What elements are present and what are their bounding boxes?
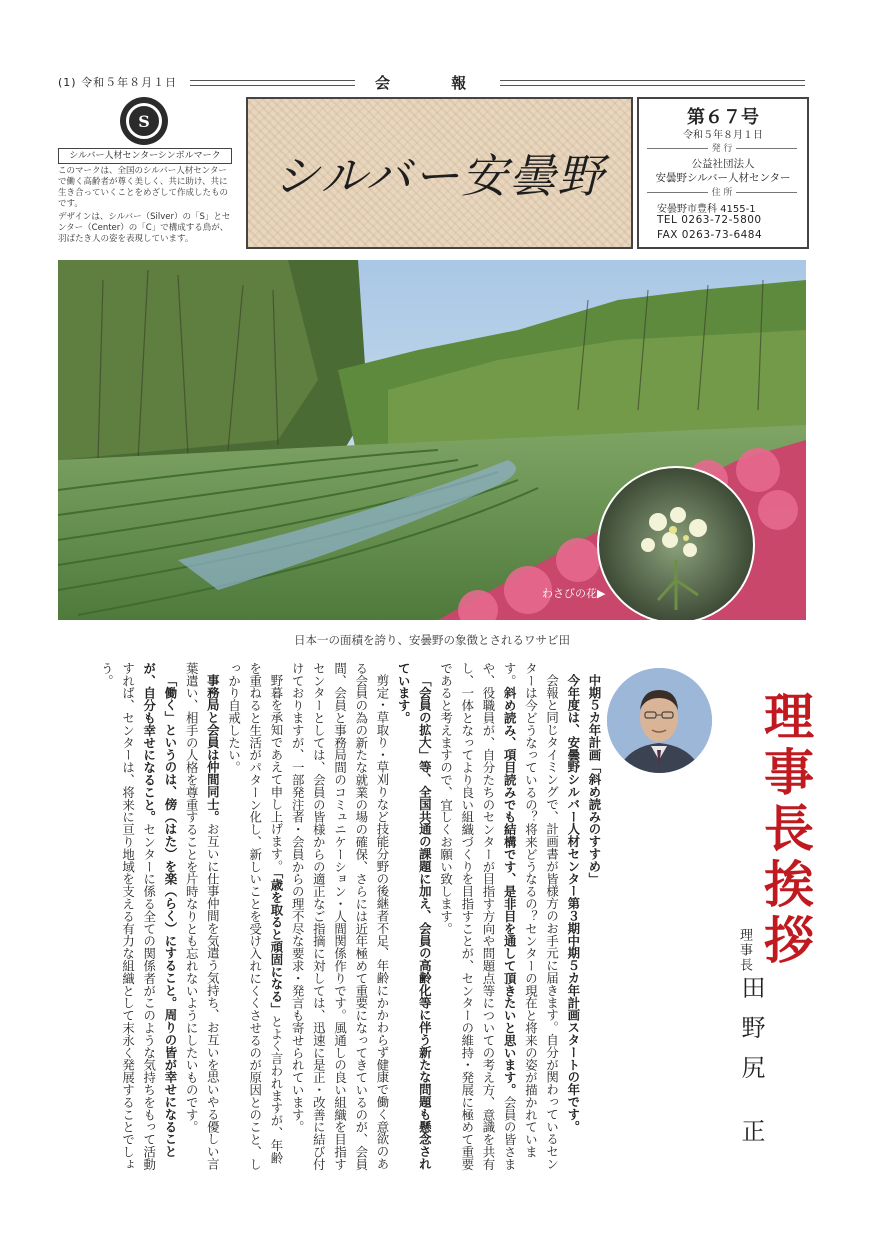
silver-center-logo-icon bbox=[120, 97, 168, 145]
page-header-date: (1) 令和５年８月１日 bbox=[58, 76, 178, 89]
article-para-1: 中期５カ年計画「斜め読みのすすめ」 bbox=[587, 674, 602, 886]
article-para-3: 会報と同じタイミングで、計画書が皆様方のお手元に届きます。自分が関わっているセンターは今どうなっているの？将来どうなるの？センターの現在と将来の姿が描かれています。斜め読み、項目読みでも結構です、是非目を通して頂きたいと思います。会員の皆さまや、役職員が、自分たちのセンターが目指す方向や問題点等についての考え方、意識を共有し、一体となってより良い組織づくりを目指すことが、センターの維持・発展に極めて重要であると考えますので、宜しくお願い致します。 bbox=[438, 662, 560, 1171]
fax: FAX 0263-73-6484 bbox=[657, 229, 763, 241]
article-para-2: 今年度は、安曇野シルバー人材センター第３期中期５カ年計画スタートの年です。 bbox=[565, 674, 581, 1134]
masthead-box bbox=[246, 97, 633, 249]
address: 安曇野市豊科 4155-1 bbox=[657, 204, 756, 215]
photo-caption: 日本一の面積を誇り、安曇野の象徴とされるワサビ田 bbox=[294, 633, 570, 647]
publisher-line-2: 安曇野シルバー人材センター bbox=[655, 172, 791, 184]
publisher-label: 発 行 bbox=[647, 141, 797, 154]
telephone: TEL 0263-72-5800 bbox=[657, 214, 762, 226]
article-para-7: 事務局と会員は仲間同士。お互いに仕事仲間を気遣う気持ち、お互いを思いやる優しい言葉遣い、相手の人格を尊重することを片時なりとも忘れないようにしたいものです。 bbox=[184, 662, 221, 1171]
article-body bbox=[60, 662, 605, 1172]
wasabi-flower-label: わさびの花▶ bbox=[542, 587, 606, 600]
article-para-4: 「会員の拡大」等、全国共通の課題に加え、会員の高齢化等に伴う新たな問題も懸念されています。 bbox=[396, 662, 433, 1171]
author-role: 理事長 bbox=[737, 928, 752, 973]
wasabi-field-photo bbox=[58, 260, 806, 620]
article-para-6: 野暮を承知であえて申し上げます。「歳を取ると頑固になる」とよく言われますが、年齢を重ねると生活がパターン化し、新しいことを受け入れにくくさせるのが原因とのこと、しっかり自戒したい。 bbox=[226, 662, 284, 1171]
issue-number: 第６７号 bbox=[687, 107, 759, 128]
logo-glyph: S bbox=[126, 103, 162, 139]
author-name: 田野尻 正 bbox=[737, 975, 765, 1159]
chairman-portrait bbox=[607, 668, 712, 773]
address-label: 住 所 bbox=[647, 185, 797, 198]
issue-info-box bbox=[637, 97, 809, 249]
article-para-8: 「働く」というのは、傍（はた）を楽（らく）にすること。周りの皆が幸せになることが、自分も幸せになること。センターに係る全ての関係者がこのような気持ちをもって活動すれば、センターは、将来に亘り地域を支える有力な組織として末永く発展することでしょう。 bbox=[99, 662, 178, 1171]
masthead-title: シルバー安曇野 bbox=[273, 149, 606, 203]
symbol-mark-description bbox=[58, 166, 234, 247]
issue-date: 令和５年８月１日 bbox=[683, 130, 763, 141]
symbol-mark-label: シルバー人材センターシンボルマーク bbox=[58, 148, 232, 164]
publisher-line-1: 公益社団法人 bbox=[691, 158, 755, 170]
article-title: 理事長挨拶 bbox=[756, 690, 815, 970]
header-rule-right bbox=[500, 80, 805, 86]
header-rule-left bbox=[190, 80, 355, 86]
header-title: 会 報 bbox=[375, 74, 495, 92]
article-para-5: 剪定・草取り・草刈りなど技能分野の後継者不足、年齢にかかわらず健康で働く意欲のある会員の為の新たな就業の場の確保、さらには近年極めて重要になってきているのが、会員間、会員と事務局間のコミュニケーション・人間関係作りです。風通しの良い組織を目指すセンターとしては、会員の皆様からの適正なご指摘に対しては、迅速に是正・改善に結び付けておりますが、一部発注者・会員からの理不尽な要求・発言も寄せられています。 bbox=[290, 662, 390, 1171]
symbol-mark-desc-1: このマークは、全国のシルバー人材センターで働く高齢者が尊く美しく、共に助け、共に生き合っていくことをめざして作成したものです。 bbox=[58, 166, 229, 209]
symbol-mark-desc-2: デザインは、シルバー（Silver）の「S」とセンター（Center）の「C」で構成する鳥が、羽ばたき人の姿を表現しています。 bbox=[58, 212, 231, 244]
